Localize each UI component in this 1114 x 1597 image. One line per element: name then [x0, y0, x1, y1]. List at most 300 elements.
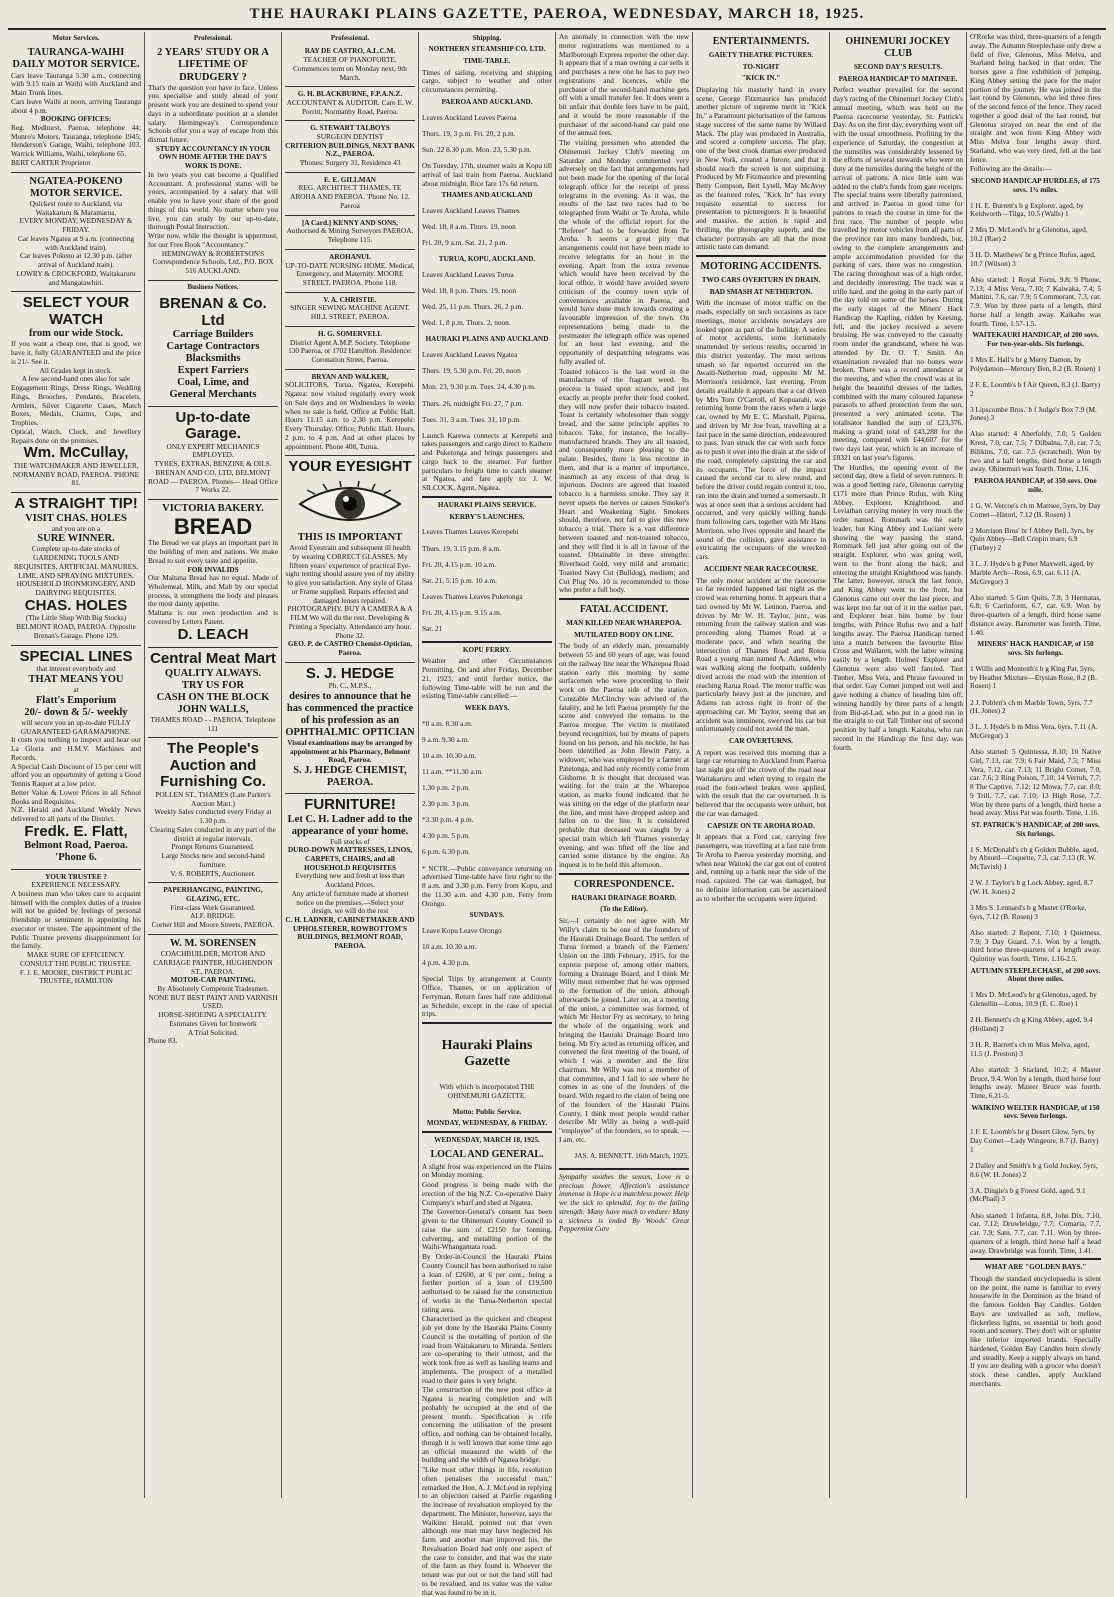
race-note: Also started: 5 Gun Quits, 7.8; 3 Hermatas, 6.8; 6 Carrinform, 6.7, car. 6.9. Won by three-quarters of a length, third horse same distance away. Barometer was fourth. Time, 1.40. — [970, 592, 1101, 637]
professional-card — [285, 87, 415, 121]
ad-text: First-class Work Guaranteed. — [170, 902, 256, 912]
race-placing: 1 H. E. Burrett's b g Explorer, aged, by Keldworth—Tilga, 10.5 (Walls) 1 — [970, 200, 1084, 219]
race-result — [970, 640, 1101, 818]
ad-text: All Grades kept in stock. — [39, 365, 113, 375]
entertainments-heading: ENTERTAINMENTS. — [712, 36, 810, 47]
divider — [696, 255, 826, 257]
race-title: MINERS' HACK HANDICAP, of 150 sovs. Six furlongs. — [977, 640, 1094, 658]
ad-text: In two years you can become a Qualified Accountant. A professional status will be yours, accompanied by a salary that will enable you to have your share of the good things of this world. No matter where you live, you can study by our up-to-date, thorough Postal Instruction. — [148, 169, 278, 232]
professional-card — [285, 121, 415, 172]
professional-card — [285, 327, 415, 370]
column-3 — [282, 32, 419, 1498]
ad-subtitle: THIS IS IMPORTANT — [297, 531, 403, 543]
race-title: AUTUMN STEEPLECHASE, of 200 sovs. About three miles. — [970, 966, 1101, 984]
ad-title: SPECIAL LINES — [19, 647, 133, 665]
ad-text: Complete up-to-date stocks of GARDENING TOOLS AND REQUISITES, ARTIFICIAL MANURES, LIME, AND SPRAYING MIXTURES, HOUSEHOLD IRONMONGERY, AND DAIRYING REQUISITES. — [13, 544, 139, 598]
article-subheading: CAPSIZE ON TE AROHA ROAD. — [707, 821, 815, 830]
ad-text: Weekly Sales conducted every Friday at 1.30 p.m. — [154, 807, 272, 826]
race-placing: 3 L. J. Hyde's b g Peter Maxwell, aged, by Marble Arch—Ross, 6.9, car. 6.11 (A. McGregor) 3 — [970, 559, 1094, 586]
route-line: Wed. 18, 8 a.m. Thurs. 19, noon — [422, 222, 516, 232]
ad-title: A STRAIGHT TIP! — [14, 495, 138, 513]
ad-name: D. LEACH — [177, 625, 249, 643]
divider — [559, 1168, 689, 1170]
race-placing: 1 G. W. Vercoe's ch m Mattsee, 5yrs, by Day Comet—Hinori, 7.12 (B. Rosen) 1 — [970, 500, 1101, 519]
route-block — [422, 98, 552, 188]
route-line: Leaves Auckland Leaves Ngatea — [422, 350, 518, 360]
ad-text: A few second-hand ones also for sale — [21, 374, 131, 384]
ferry-subtitle: WEEK DAYS. — [464, 704, 510, 713]
card-text: District Agent A.M.P. Society. Telephone 130 Paeroa, or 1702 Hamilton. Residence: Coronation Street, Paeroa. — [288, 337, 412, 365]
card-text: 'Phones: Surgery 31, Residence 43 — [299, 158, 401, 168]
news-paragraph: The construction of the new post office at Ngatea is nearing completion and will probably be occupied at the end of the present month. Specification is rife concerning the utilisation of the present office, and nothing can be obtained locally, though it is well known that some time ago an official measured the width of the building and the width of Ngatea bridge. — [422, 1385, 552, 1465]
race-title: PAEROA HANDICAP, of 350 sovs. One mile. — [974, 477, 1097, 494]
ad-signature: Belmont Road, Paeroa. 'Phone 6. — [24, 840, 128, 864]
race-placing: 2 F. E. Loomb's b f Air Queen, 8.3 (J. Barry) 2 — [970, 379, 1101, 398]
ferry-row: 10 a.m. 10.30 a.m. — [422, 751, 477, 761]
card-title: CRITERION BUILDINGS, NEXT BANK N.Z., PAEROA. — [285, 141, 415, 159]
ad-text: and you are on a — [51, 523, 101, 533]
card-title: RAY DE CASTRO, A.L.C.M. — [304, 47, 396, 56]
ad-text: Optical, Watch, Clock, and Jewellery Repairs done on the premises. — [11, 426, 141, 445]
ad-text: Car leaves Ngatea at 9 a.m. (connecting with Auckland train). — [17, 233, 135, 252]
ferry-row: 4.30 p.m. 5 p.m. — [422, 831, 470, 841]
ad-subtitle: FOR INVALIDS — [187, 565, 239, 574]
article-subheading: BAD SMASH AT NETHERTON. — [709, 287, 813, 296]
ad-bread: BREAD — [173, 514, 253, 540]
route-line: Thurs. 26, midnight Fri. 27, 7 p.m. — [422, 398, 524, 408]
ad-text: HOUSEHOLD REQUISITES — [303, 863, 397, 872]
ad-signature: V. S. ROBERTS, Auctioneer. — [170, 868, 256, 878]
ferry-note: Special Trips by arrangement at County Office, Thames, or on application of Ferryman. Return fares half rate additional as Schedule, except in the case of special trips. — [422, 974, 552, 1019]
race-placing: 2 W. J. Taylor's b g Lock Abbey, aged, 8.7 (W. H. Jones) 2 — [970, 878, 1094, 896]
letter-signature: JAS. A. BENNETT. 16th March, 1925. — [574, 1150, 689, 1160]
race-title: ST. PATRICK'S HANDICAP, of 200 sovs. Six furlongs. — [971, 821, 1100, 838]
news-paragraph: By Order-in-Council the Hauraki Plains County Council has been authorised to raise a loan of £2600, at 6 per cent., being a further portion of a loan of £19,500 authorised to be raised for the construction of works in the Turua-Netherton special rating area. — [422, 1252, 552, 1314]
masthead: THE HAURAKI PLAINS GAZETTE, PAEROA, WEDNESDAY, MARCH 18, 1925. — [249, 6, 865, 22]
route-note: On Tuesday, 17th, steamer waits at Kopu till arrival of last train from Paeroa. Auckland about midnight. Rice fare 17s 6d return. — [422, 161, 552, 188]
ad-title: W. M. SORENSEN — [169, 937, 257, 949]
verse-ad: Sympathy soothes the senses, Love is a precious flower, Affection's assistance immense is Hope is a matchless power. Help we the sick to splendid, Joy to the failing strength: Many have much to endure: Many a sickness is ended By Woods' Great Peppermint Cure — [559, 1171, 689, 1234]
ferry-row: 11 a.m. **11.30 a.m. — [422, 767, 484, 777]
news-paragraph: The visiting pressmen who attended the Ohinemuri Jockey Club's meeting on Saturday and Monday commented very adversely on the fact that arrangements had not been made for the opening of the local telegraph office for the receipt of press telegrams in the evening. As it was, the results of the last two races had to be telegraphed from Waihi or Te Aroha, while the whole of the official report for the "Referee" had to be forwarded from Te Aroha. It seems a great pity that arrangements could not have been made to receive telegrams for an hour in the evening. Apart from the extra revenue which would have been received by the local office, it would have avoided severe criticism of the country town style of conveniences available in Paeroa, and would have done much towards creating a favourable impression of the town. On representations being made to the postmaster the telegraph office was opened for an hour last evening, and the opportunity of despatching telegrams was fully availed of. — [559, 138, 689, 366]
column-5 — [556, 32, 693, 1498]
ad-subtitle: from our wide Stock. — [28, 328, 124, 340]
ad-hemingway — [148, 44, 278, 280]
race-result — [970, 821, 1101, 964]
ad-text: Expert Farriers — [177, 365, 249, 377]
timetable-note: Times of sailing, receiving and shipping cargo, subject to weather and other circumstances permitting. — [422, 67, 552, 95]
route-line: Tues. 31, 3 a.m. Tues. 31, 10 p.m. — [422, 414, 521, 424]
article-subheading: SECOND DAY'S RESULTS. — [853, 63, 943, 71]
ad-furniture — [285, 794, 415, 955]
route-block — [422, 191, 552, 248]
service-line: Fri. 20, 4.15 p.m. 10 a.m. — [422, 559, 497, 569]
ad-title: PAPERHANGING, PAINTING, GLAZING, ETC. — [163, 886, 263, 904]
ad-paperhanging — [148, 883, 278, 935]
ad-text: ONLY EXPERT MECHANICS EMPLOYED. — [166, 441, 260, 460]
ad-hedge — [285, 663, 415, 795]
ad-garage — [148, 407, 278, 501]
professional-card — [285, 173, 415, 216]
route-line: Wed. 25, 11 p.m. Thurs. 26, 2 p.m. — [422, 302, 524, 312]
ad-text: Our Maltana Bread has no equal. Made of Wholemeal, Milk, and Malt by our special process, it strengthens the body and pleases the most dainty appetite. — [148, 573, 278, 609]
divider — [422, 1131, 552, 1133]
ad-text: Phone 83. — [148, 1036, 178, 1046]
ad-text: Avoid Eyestrain and subsequent ill health by wearing CORRECT GLASSES. My fifteen years' experience of practical Eye-sight testing should assure you of my ability to give you satisfaction. Any style of Glass or Frame supplied. Repairs effected and damaged lenses repaired. — [285, 543, 415, 605]
ad-signature: (The Little Shop With Big Stocks) BELMONT ROAD, PAEROA. Opposite Brenan's Garage. Phone 129. — [16, 613, 136, 640]
ferry-row: *8 a.m. 8.30 a.m. — [422, 719, 473, 729]
race-note: Also started: 4 Aberfoldy, 7.0; 5 Golden Krest, 7.0, car. 7.5; 7 Dilbalna, 7.0, car. 7.5; Bilikins, 7.0, car. 7.5 (scratched). Won by two and a half lengths, third horse a length away. Ohinemuri was fourth. Time, 1.16. — [970, 429, 1101, 474]
nameplate-title: Hauraki Plains Gazette — [441, 1038, 533, 1069]
card-title: BRYAN AND WALKER, — [311, 372, 389, 381]
article-subheading: (To the Editor). — [600, 905, 648, 914]
card-title: G. H. BLACKBURNE, F.P.A.N.Z. — [297, 90, 403, 99]
ad-text: Cars leave Waihi at noon, arriving Tauranga about 4 p.m. — [11, 96, 141, 115]
ad-central-meat-mart — [148, 648, 278, 738]
service-subtitle: KERBY'S LAUNCHES. — [449, 512, 525, 521]
ad-text: By Absolutely Competent Tradesmen. — [157, 983, 269, 993]
article-body: It appears that a Ford car, carrying five passengers, was travelling at a fast rate from Te Aroha to Paeroa yesterday morning, and when near Waitoki the car got out of control and, running up a bank near the side of the road, capsized. The car was damaged, but no definite information can be ascertained as to whether the occupants were injured. — [696, 832, 826, 903]
race-placing: 3 L. J. Hyde's b m Miss Vera, 6yrs, 7.11 (A. McGregor) 3 — [970, 722, 1098, 741]
ad-text: Maltana is our own production and is covered by Letters Patent. — [148, 608, 278, 626]
route-line: Leaves Auckland Leaves Paeroa — [422, 112, 517, 122]
race-placing: 3 A. Dingle's b g Forest Gold, aged, 9.1 (McPhail) 3 — [970, 1185, 1086, 1204]
route-line: Leaves Auckland Leaves Thames — [422, 206, 520, 216]
card-text: UP-TO-DATE NURSING HOME. Medical, Emergency, and Maternity. MOORE STREET, PAEROA. Phone 118. — [285, 260, 415, 288]
professional-card — [285, 370, 415, 457]
ad-text: MAKE SURE OF EFFICIENCY. — [27, 950, 125, 960]
ad-title: Central Meat Mart — [150, 650, 276, 668]
race-placing: 3 Mrs S. Lennard's b g Master O'Rorke, 6yrs, 7.12 (B. Rosen) 3 — [970, 903, 1087, 921]
route-line: Thurs. 19, 5.30 p.m. Fri. 20, noon — [422, 366, 521, 376]
ad-text: Prompt Returns Guaranteed. — [171, 842, 255, 852]
launch-service — [422, 501, 552, 634]
section-header: Motor Services. — [52, 34, 100, 42]
ad-title: BRENAN & Co. Ltd — [159, 295, 267, 329]
article-body: The Hurdles, the opening event of the second day, drew a field of seven runners. It was a good betting race, Glenotus carrying £171 more than Prince Rufus, with King Abbey, Explorer, Knighthood, and Leviathan carrying money in very much the order named. Rommark was the early leader, but King Abbey and Luciant were showing the way passing the stand, Rommark fell just after going out of the straight. Explorer, who was going well, went to the front along the back, and entering the straight Knighthood was handy. The latter, however, struck the last fence, and King Abbey went to the front, but Glenotus came out over the last piece, and was kept too far out of it in the earlier part, and Explorer beat him home by four lengths, with Prince Rufus two and a half lengths away. The Paeroa Handicap turned into a match between the favourite Blue Cross and Wailaren, with the latter winning easily by a length. Holmes' Explorer and Glenotus were also well fancied. Taut Timber, Miss Vera, and Phrase favoured in that order. Gay Comet jumped out well and gave nothing a chance of heading him off, winning handily by three parts of a length from Bid-al-Lad, who put in a good run in the straight to cut Tall Timber out of second position by half a length. Kaitaha, who ran second in the Handicap the first day, was fourth. — [833, 462, 963, 752]
news-paragraph: Characterised as the quickest and cheapest job yet done by the Hauraki Plains County Council is the metalling of portion of the road from Waitakaruru to Miranda. Settlers are co-operating to their utmost, and the work took free as well as hauling teams and implements. The prospect of a metalled road to their gates is very bright. — [422, 1314, 552, 1385]
card-text: Authorised & Mining Surveyors PAEROA. Telephone 115. — [286, 226, 414, 245]
article-subheading: TWO CARS OVERTURN IN DRAIN. — [701, 276, 821, 285]
race-placing: 2 Mrs D. McLeod's br g Glenotus, aged, 10.2 (Rae) 2 — [970, 225, 1088, 244]
ad-text: at — [73, 685, 79, 695]
ad-sorensen — [148, 935, 278, 1050]
ad-signature: BERT CARTER Proprietor — [11, 157, 91, 167]
service-line: Sat. 21 — [422, 623, 443, 633]
ad-brenan — [148, 293, 278, 406]
ad-text: will secure you an up-to-date FULLY GUARANTEED GARAMAPHONE. — [20, 717, 132, 736]
ad-text: If you want a cheap one, that is good, we have it, fully GUARANTEED and the price is 21/- See it. — [11, 339, 141, 366]
ad-signature: BRENAN AND CO. LTD, BELMONT ROAD — PAEROA. Phones— Head Office 7 Works 22. — [148, 467, 278, 495]
race-placing: 2 H. Bennett's ch g King Abbey, aged, 9.4 (Holland) 2 — [970, 1015, 1093, 1033]
divider — [422, 641, 552, 643]
route-line: Sun. 22 8.30 p.m. Mon. 23, 5.30 p.m. — [422, 144, 532, 154]
race-title: WAIKINO WELTER HANDICAP, of 150 sovs. Seven furlongs. — [971, 1103, 1100, 1121]
service-line: Sat. 21, 5.15 p.m. 10 a.m. — [422, 575, 497, 585]
ferry-row: 4 p.m. 4.30 p.m. — [422, 958, 470, 968]
card-title: AROHANUI. — [329, 252, 371, 261]
ad-text: JOHN WALLS, — [177, 703, 249, 715]
route-title: THAMES AND AUCKLAND — [441, 191, 533, 200]
article-subheading: MUTILATED BODY ON LINE. — [574, 630, 674, 639]
ad-title: NGATEA-POKENO MOTOR SERVICE. — [29, 175, 123, 199]
ad-text: Let C. H. Ladner add to the appearance of your home. — [287, 813, 413, 837]
ad-text: Better Value & Lower Prices in all School Books and Requisites. — [11, 787, 141, 806]
professional-card — [285, 250, 415, 293]
article-body: Displaying his masterly hand in every scene, George Fitzmaurice has produced another picture of supreme merit in "Kick In," a Paramount picturisation of the famous stage success of the same name by Willard Mack. The play was produced in Australia, and scored a complete success. The play, one of the best crook dramas ever produced in New York, created a furore, and that it should reach the screen is not surprising. Produced by Mr Fitzmaurice and presenting Betty Compson, Bert Lytell, May McAvoy as the featured roles, "Kick In" has every requisite essential to success for presentation to picturegoers. It is beautiful and massive, the action is rapid and thrilling, the photography superb, and the character portrayals are all that the most artistic taste can demand. — [696, 84, 826, 252]
ad-eyesight — [285, 456, 415, 662]
jockey-club-heading: OHINEMURI JOCKEY CLUB — [845, 36, 951, 59]
race-result — [970, 1104, 1101, 1255]
section-header: Professional. — [330, 34, 370, 42]
ad-text: Quickest route to Auckland, via Waitakaruru & Maramarua. — [29, 198, 123, 217]
ad-peoples-auction — [148, 738, 278, 883]
ad-signature: S. J. HEDGE CHEMIST, PAEROA. — [293, 764, 407, 789]
letter-body: Sir,—I certainly do not agree with Mr Willy's claim to be one of the founders of the Hauraki Drainage Board. The settlers of Turua formed a branch of the Farmers' Union on the 18th February, 1915, for the express purpose of, among other matters, forming a Drainage Board, and I think Mr Willy must remember that he was opposed to the formation of the union, although afterwards he joined. Later on, at a meeting of the union, a committee was formed, of which Mr Hector Fry as secretary, to bring the whole of the organising work and bringing the Hauraki Drainage Board into being. Mr Fry acted as returning officer, and convened the first meeting of the board, of which I was a member and the first chairman. Mr Willy was not a member of that committee, and I fail to see where he comes in as one of the founders of the board. With regard to the claim of being one of the founders of the Hauraki Plains County, I think most people would rather describe Mr Willy as being a well-paid "employee" of the founders, so to speak. — I am, etc. — [559, 916, 689, 1144]
card-text: SOLICITORS, Turua, Ngatea, Kerepehi. Ngatea: now visited regularly every week on Sale days and on Wednesdays in weeks when no sale is held. Office at Public Hall. Hours 11.15 a.m. to 2.30 p.m. Kerepehi: Every Thursday. Office, Public Hall. Hours, 2 p.m. to 4 p.m. And at other places by appointment. Phone 408, Turua. — [285, 380, 415, 451]
ad-text: Large Stocks new and second-hand furniture. — [161, 851, 265, 869]
ad-text: LOWRY & CROCKFORD, Waitakaruru and Mangatawhiri. — [16, 268, 136, 287]
ad-name: CHAS. HOLES — [24, 596, 128, 614]
card-text: ACCOUNTANT & AUDITOR. Care E. W. Porritt, Normanby Road, Paeroa. — [286, 97, 414, 116]
ad-text: Corner Hill and Moore Streets, PAEROA. — [151, 920, 275, 930]
ferry-text: Weather and other Circumstances Permitting. On and after Friday, December 21, 1923, and until further notice, the following Time-table will be run and the existing Time-table cancelled:— — [422, 656, 552, 701]
article-body: The body of an elderly man, presumably between 55 and 60 years of age, was found on the railway line near the Wharepoa Road station early this morning by some surfacemen who were proceeding to their work on the Paeroa side of the station. Constable McClinchy was advised of the fatality, and he left Paeroa promptly for the scene and conveyed the remains to the Paeroa morgue. The victim is mutilated beyond recognition, but by means of papers found on his person, and his necktie, he has been identified as John Hewitt Patty, a widower, who was employed by a farmer at Patetonga, and had only recently come from Gisborne. It is thought that deceased was waiting for the train at the Wharepoa station, as marks found indicated that he was sitting on the edge of the platform near the line, and must have dropped asleep and fallen on to the line. It is considered probable that deceased was caught by a special train which left Thames yesterday evening, and was lifted off the line and carried some distance by the engine. An inquest is to be held this afternoon. — [559, 641, 689, 870]
ad-watch — [11, 292, 141, 493]
ad-text: MOTOR-CAR PAINTING. — [170, 976, 256, 985]
ad-tauranga-waihi — [11, 44, 141, 172]
ferry-title: KOPU FERRY. — [462, 645, 512, 654]
masthead-rule — [8, 28, 1106, 30]
timetable-title: TIME-TABLE. — [463, 57, 511, 66]
ad-text: Estimates Given for Ironwork — [169, 1018, 257, 1028]
ad-text: QUALITY ALWAYS. — [164, 667, 262, 679]
race-title: SECOND HANDICAP HURDLES, of 175 sovs. 1¾ miles. — [971, 177, 1100, 194]
ad-name: Fredk. E. Flatt, — [24, 822, 128, 840]
race-placing: 2 Morrison Bros' br f Abbey Bell, 3yrs, by Quin Abbey—Bell Crispin mare, 6.9 (Turbey) 2 — [970, 525, 1094, 553]
ad-text: Write now, while the thought is uppermost, for our Free Book "Accountancy." — [148, 231, 278, 249]
ad-text: NONE BUT BEST PAINT AND VARNISH USED. — [148, 992, 278, 1011]
ad-title: 2 YEARS' STUDY OR A LIFETIME OF DRUDGERY ? — [157, 47, 269, 83]
ad-text: TYRES, EXTRAS, BENZINE & OILS. — [154, 459, 272, 469]
ad-subtitle: STUDY ACCOUNTANCY IN YOUR OWN HOME AFTER THE DAY'S WORK IS DONE. — [155, 144, 271, 171]
race-placing: 1 F. E. Loomb's br g Desert Glow, 5yrs, by Day Comet—Lady Wingeore, 8.7 (J. Barry) 1 — [970, 1127, 1099, 1154]
local-general-heading: LOCAL AND GENERAL. — [430, 1148, 544, 1160]
ad-title: SELECT YOUR WATCH — [22, 294, 130, 328]
professional-card — [285, 216, 415, 250]
service-line: Fri. 20, 4.15 p.m. 9.15 a.m. — [422, 607, 502, 617]
column-6 — [693, 32, 830, 1498]
news-paragraph: A slight frost was experienced on the Plains on Monday morning. — [422, 1161, 552, 1180]
ad-title: S. J. HEDGE — [305, 664, 395, 682]
ad-text: COACHBUILDER, MOTOR AND CARRIAGE PAINTER, HUGHENDON ST., PAEROA. — [153, 949, 273, 976]
card-text: REG. ARCHITECT THAMES, TE AROHA AND PAEROA. 'Phone No. 12, Paeroa — [290, 183, 410, 210]
ad-ngatea-pokeno — [11, 173, 141, 293]
ad-text: Reg. Medhurst, Paeroa, telephone 44; Munro's Motors, Tauranga, telephone 1945; Henderson's Garage, Waihi, telephone 103. Warrick Williams, Waihi, telephone 65. — [11, 122, 141, 159]
issue-date: WEDNESDAY, MARCH 18, 1925. — [434, 1135, 540, 1144]
ad-text: Blacksmiths — [185, 353, 241, 365]
race-result — [970, 177, 1101, 328]
card-text: SINGER SEWING MACHINE AGENT. HILL STREET, PAEROA. — [290, 303, 410, 322]
service-line: Leaves Thames Leaves Kerepehi — [422, 527, 519, 537]
route-note: Launch Karewa connects at Kerepehi and takes passengers and cargo direct to Kaihere and Puketonga and brings passengers and cargo back to the steamer. For further particulars to freight time to catch steamer at Ngatea, and fare apply to: J. W. SILCOCK, Agent, Ngatea. — [422, 430, 552, 493]
article-body: A report was received this morning that a large car returning to Auckland from Paeroa last night got off the crown of the road near Waitakaruru and when trying to regain the road the four-wheel brakes were applied, with the result that the car overturned. It is believed that the occupants were unhurt, but the car was damaged. — [696, 747, 826, 818]
professional-card — [285, 293, 415, 327]
company-name: NORTHERN STEAMSHIP CO. LTD. — [428, 45, 546, 54]
column-7 — [830, 32, 967, 1498]
column-8 — [967, 32, 1104, 1498]
golden-bays-heading: WHAT ARE "GOLDEN BAYS." — [984, 1263, 1087, 1272]
card-title: H. G. SOMERVELL — [317, 329, 383, 338]
section-header: Shipping. — [472, 34, 502, 42]
service-line: Leaves Thames Leaves Puketonga — [422, 591, 523, 601]
article-body: The only motor accident at the racecourse so far recorded happened last night as the crowd was returning home. It appears that a taxi owned by Mr W. Lennon, Paeroa, and driven by Mr W. H. Taylor, junr., was returning from the railway station and was proceeding along Thames Road at a moderate pace, and when nearing the intersection of Thames Road and Rotoa Road a young man named A. Adams, who was walking along the footpath, suddenly dived across the road with the intention of reaching Rarua Road. The motor traffic was particularly heavy just at the juncture, and Adams ran across right in front of the approaching car. Mr Taylor, seeing that an accident was imminent, swerved his car but unfortunately could not avoid the man. — [696, 575, 826, 734]
ad-signature: HEMINGWAY & ROBERTSON'S Correspondence Schools, Ltd., P.O. BOX 516 AUCKLAND. — [152, 248, 274, 275]
ad-text: CONSULT THE PUBLIC TRUSTEE. — [19, 958, 133, 968]
ad-text: 20/- down & 5/- weekly — [24, 706, 128, 718]
ad-text: POLLEN ST., THAMES (Late Parker's Auction Mart.) — [155, 789, 271, 808]
route-block — [422, 255, 552, 328]
divider — [559, 598, 689, 600]
kopu-ferry — [422, 646, 552, 1019]
film-title: "KICK IN." — [741, 74, 781, 83]
ferry-row: 10 a.m. 10.30 a.m. — [422, 942, 477, 952]
race-placing: 3 Lipscombe Bros.' b f Judge's Box 7.9 (M. Jones) 3 — [970, 404, 1097, 423]
ad-text: Engagement Rings, Dress Rings, Wedding Rings, Brooches, Pendants, Bracelets, Armlets, Silver Cigarette Cases, Match Boxes, Medals, Charms, Cups, and Trophies. — [11, 383, 141, 428]
columns — [8, 32, 1106, 1597]
service-title: HAURAKI PLAINS SERVICE. — [437, 500, 537, 509]
ad-text: Flatt's Emporium — [35, 694, 117, 706]
ad-text: VISIT CHAS. HOLES — [25, 512, 127, 524]
ad-special-lines — [11, 646, 141, 870]
article-body: O'Rorke was third, three-quarters of a length away. The Autumn Steeplechase only drew a field of five, Glenotus, Miss Melva, and Starland being backed in that order. The horses gave a fine exhibition of jumping, King Abbey setting the pace for the major portion of the journey. He was joined in the last round by Glenotus, who led three fires of the second fence of the fence. They raced together a good deal of the last round, but Glenotus strayed on near the end of the straight and won from King Abbey with Miss Melva four lengths away third. Starland, who was very tired, fell at the last fence. — [970, 32, 1101, 164]
ad-text: TRY US FOR — [181, 679, 245, 691]
ad-subtitle: Ph. C., M.P.S., — [328, 681, 372, 691]
ad-title: FURNITURE! — [304, 796, 396, 814]
news-paragraph: The Governor-General's consent has been given to the Ohinemuri County Council to raise the sum of £2150 for forming, culverting, and metalling portion of the Waihi-Whangamata road. — [422, 1207, 552, 1252]
ad-text: ALF. BRIDGE. — [190, 911, 236, 921]
column-2 — [145, 32, 282, 1498]
ad-text: that interest everybody and — [36, 664, 116, 674]
race-placing: 2 J. Poblen's ch m Marble Town, 5yrs, 7.7 (H. Jones) 2 — [970, 697, 1093, 716]
article-body: Following are the details:— — [970, 164, 1052, 174]
article-body: Though the standard encyclopaedia is silent on the point, the name is familiar to every housewife in the Dominion as the brand of the famous Golden Bay Candles. Golden Bays are unrivalled as soft, mellow, flickerless lights, so essential to both good room and scenery. They don't wilt or splutter like inferior imported brands. Specially hardened, Golden Bay Candles burn slowly and steadily. Keep a supply always on hand. If you are dealing with a grocer who doesn't stock these candles, apply Auckland merchants. — [970, 1273, 1101, 1388]
article-subheading: TO-NIGHT — [742, 62, 780, 71]
ad-text: CASH ON THE BLOCK — [156, 691, 270, 703]
ad-text: EVERY MONDAY, WEDNESDAY & FRIDAY. — [19, 216, 133, 235]
race-result — [970, 331, 1101, 474]
race-placing: 1 Willis and Monteith's b g King Pat, 5yrs, by Heather Mixture—Etysian Rose, 8.2 (B. Rosen) 1 — [970, 663, 1097, 691]
ad-text: A business man who takes care to acquaint himself with the complex duties of a trustee will not be guided by feelings of personal friendship or sentiment in appointing his executor or trustee. The appointment of the Public Trustee prevents disappointment for the family. — [11, 888, 141, 951]
article-subheading: ACCIDENT NEAR RACECOURSE. — [703, 564, 819, 573]
ad-text: HORSE-SHOEING A SPECIALITY. — [158, 1010, 268, 1020]
ad-text: That's the question you have to face. Unless you specialise and study ahead of your present work you are destined to spend your days in a subordinate position at a slender salary. Hemingway's Correspondence Schools offer you a way of escape from this dismal future. — [148, 82, 278, 145]
race-placing: 1 Mrs E. Hall's br g Merry Damon, by Polydamon—Mercury Ben, 8.2 (B. Rosen) 1 — [970, 355, 1101, 373]
article-subheading: MAN KILLED NEAR WHAREPOA. — [566, 619, 682, 627]
card-title: G. STEWART TALBOYS — [310, 124, 390, 133]
article-subheading: HAURAKI DRAINAGE BOARD. — [571, 893, 677, 902]
ad-victoria-bakery — [148, 500, 278, 648]
route-title: PAEROA AND AUCKLAND. — [441, 97, 533, 106]
ad-text: Coal, Lime, and — [177, 377, 249, 389]
ad-text: The Bread we eat plays an important part in the building of men and nations. We make Bread to suit every taste and appetite. — [148, 538, 278, 565]
ad-signature: GEO. P. de CASTRO Chemist-Optician, Paeroa. — [287, 640, 413, 657]
card-title: [A Card.] KENNY AND SONS, — [302, 218, 398, 227]
card-title: V. A. CHRISTIE. — [323, 295, 377, 304]
ad-title: TAURANGA-WAIHI DAILY MOTOR SERVICE. — [12, 47, 140, 71]
ad-title: Up-to-date Garage. — [175, 408, 251, 443]
correspondence-heading: CORRESPONDENCE. — [573, 878, 675, 890]
news-paragraph: "Like most other things in life, resolution often penalises the successful man," remarked the Hon. A. J. McLeod in replying to an objection raised at Pairfie regarding the increase of revaluation employed by the department. The Minister, however, says the Waikino Herald, pointed out that even although one man may have neglected his farm and another man improved his, the Revaluation Board had only one aspect of the case to consider, and that was the state of the farm as they found it. Whoever the tenant was put out or not the land still had to be revalued, and its value was the value that was found to be in it. — [422, 1465, 552, 1597]
divider — [422, 496, 552, 498]
ad-text: Cartage Contractors — [166, 341, 260, 353]
race-placing: 2 Dalley and Smith's b g Gold Jockey, 5yrs, 8.6 (W. H. Jones) 2 — [970, 1160, 1098, 1179]
route-line: Wed. 18, 8 p.m. Thurs. 19, noon — [422, 286, 517, 296]
column-1 — [8, 32, 145, 1498]
race-placing: 1 S. McDonald's ch g Golden Bubble, aged, by Absurd—Coquette, 7.3, car. 7.13 (R. W. McTavish) 1 — [970, 844, 1099, 872]
article-subheading: GAIETY THEATRE PICTURES. — [708, 51, 814, 59]
ferry-row: 9 a.m. 9.30 a.m. — [422, 735, 470, 745]
race-placing: 1 Mrs D. McLeod's br g Glenotus, aged, by Glenullin—Lotus, 10.9 (E. C. Roe) 1 — [970, 990, 1097, 1009]
race-note: Also started: 1 Infanta, 8.8, John Dix, 7.10, car. 7.12; Druwbridge, 7.7; Cornaria, 7.7, car. 7.9; Sam, 7.7, car. 7.11. Won by three-quarters of a length, third horse half a head away. Drawbridge was fourth. Time, 1.41. — [970, 1210, 1101, 1255]
ferry-note: * NCTR.—Public conveyance returning on advertised Time-table have first right to the 8 a.m. and 3.30 p.m. Ferry from Kopu, and the 11.30 a.m. and 4.30 p.m. Ferry from Orongo. — [422, 863, 552, 908]
nameplate-motto: Motto: Public Service. — [452, 1107, 522, 1116]
ferry-row: *3.30 p.m. 4 p.m. — [422, 815, 474, 825]
professional-card — [285, 44, 415, 87]
ad-text: BOOKING OFFICES: — [40, 115, 112, 124]
nameplate-subtitle: With which is incorporated THE OHINEMURI GAZETTE. — [439, 1081, 535, 1100]
ad-text: General Merchants — [169, 389, 257, 401]
card-title: E. E. GILLMAN — [324, 175, 376, 184]
ad-text: PHOTOGRAPHY. BUY A CAMERA & A FILM We will do the rest. Developing & Printing a Specialty. Attendance any hour. Phone 32. — [287, 604, 413, 640]
ferry-row: 6 p.m. 6.30 p.m. — [422, 847, 470, 857]
route-line: Mon. 23, 9.30 p.m. Tues. 24, 4.30 p.m. — [422, 382, 536, 392]
race-note: Also started: 5 Quintessa, 8.10; 10 Native Girl, 7.13, car. 7.9; 6 Fair Maid, 7.5; 7 Miss Vera, 7.12, car. 7.13; 11 Bright Comet, 7.0, car. 7.6; 2 Ring Poison, 7.10; 14 Verruh, 7.7; 8 The Captive, 7.12; 12 Mowa, 7.7, car. 8.0; 9 Trill, 7.7, car. 7.10; 13 High Rose, 7.7. Won by three parts of a length, third horse a head away. Miss Pat was fourth. Time, 1.16. — [970, 747, 1101, 818]
divider — [970, 1258, 1101, 1260]
ad-text: Clearing Sales conducted in any part of the district at regular intervals. — [150, 824, 276, 843]
ad-text: Any article of furniture made at shortest notice on the premises.—Select your design, we will do the rest — [291, 888, 409, 916]
ad-text: Carriage Builders — [172, 329, 254, 341]
ferry-row: 1.30 p.m. 2 p.m. — [422, 783, 470, 793]
ad-text: SURE WINNER. — [37, 533, 115, 545]
ad-public-trustee — [11, 870, 141, 991]
ad-title: VICTORIA BAKERY. — [162, 503, 264, 515]
divider — [559, 873, 689, 875]
ferry-row: Leave Kopu Leave Orongo — [422, 926, 502, 936]
route-line: Wed. 1, 8 p.m. Thurs. 2, noon. — [422, 318, 511, 328]
race-note: Also started: 1 Royal Form, 9.8; 9 Phone, 7.13; 4 Miss Vera, 7.10; 7 Kaiwaka, 7.4; 5 Mattini, 7.6, car. 7.9; 5 Commorant, 7.3, car. 7.9. Won by three parts of a length, third horse half a length away. Kaikahu was fourth. Time, 1.57-1.5. — [970, 274, 1101, 328]
route-line: Thurs. 19, 3 p.m. Fri. 20, 2 p.m. — [422, 128, 516, 138]
ad-text: Cars leave Tauranga 5.30 a.m., connecting with 9.15 train at Waihi with Auckland and Main Trunk lines. — [11, 70, 141, 98]
news-paragraph: Good progress is being made with the erection of the big N.Z. Co-operative Dairy Company's wharf and shed at Ngatea. — [422, 1180, 552, 1207]
ad-text: N.Z. Herald and Auckland Weekly News delivered to all parts of the District. — [11, 805, 141, 824]
ad-text: DURO-DOWN MATTRESSES, LINOS, CARPETS, CHAIRS, and all — [287, 846, 413, 864]
ad-signature: THE WATCHMAKER AND JEWELLER, NORMANBY ROAD, PAEROA. 'PHONE 81. — [12, 460, 140, 488]
ad-text: A Special Cash Discount of 15 per cent will afford you an opportunity of getting a Good Tennis Raquet at a low price. — [11, 761, 141, 789]
news-paragraph: An anomaly in connection with the new motor registrations was mentioned to a Marlborough Express reporter the other day. It appears that if a man owning a car sells it and purchases a new one he has to pay two registrations and licences, while the purchaser of the second-hand machine gets off with a small transfer fee. It does seem a bit unfair that double fees have to be paid, and it would be more reasonable if the purchaser of the second-hand car paid one of the annual fees. — [559, 32, 689, 138]
service-line: Thurs. 19, 3.15 p.m. 8 a.m. — [422, 543, 502, 553]
race-placing: 3 H. D. Matthews' br g Prince Rufus, aged, 10.7 (Wilson) 3 — [970, 250, 1096, 268]
ad-text: It costs you nothing to inspect and hear our La Gloria and H.M.V. Machines and Records. — [11, 735, 141, 762]
ad-text: Everything new and fresh at less than Auckland Prices. — [295, 871, 405, 890]
divider — [422, 1022, 552, 1024]
card-text: SURGEON DENTIST — [316, 132, 384, 142]
ad-subtitle: EXPERIENCE NECESSARY. — [31, 880, 121, 890]
race-result — [970, 967, 1101, 1101]
ad-signature: C. H. LADNER, CABINETMAKER AND UPHOLSTERER, ROWBOTTOM'S BUILDINGS, BELMONT ROAD, PAEROA. — [285, 916, 415, 951]
ferry-subtitle: SUNDAYS. — [469, 911, 505, 920]
ad-text: THAT MEANS YOU — [28, 673, 124, 685]
